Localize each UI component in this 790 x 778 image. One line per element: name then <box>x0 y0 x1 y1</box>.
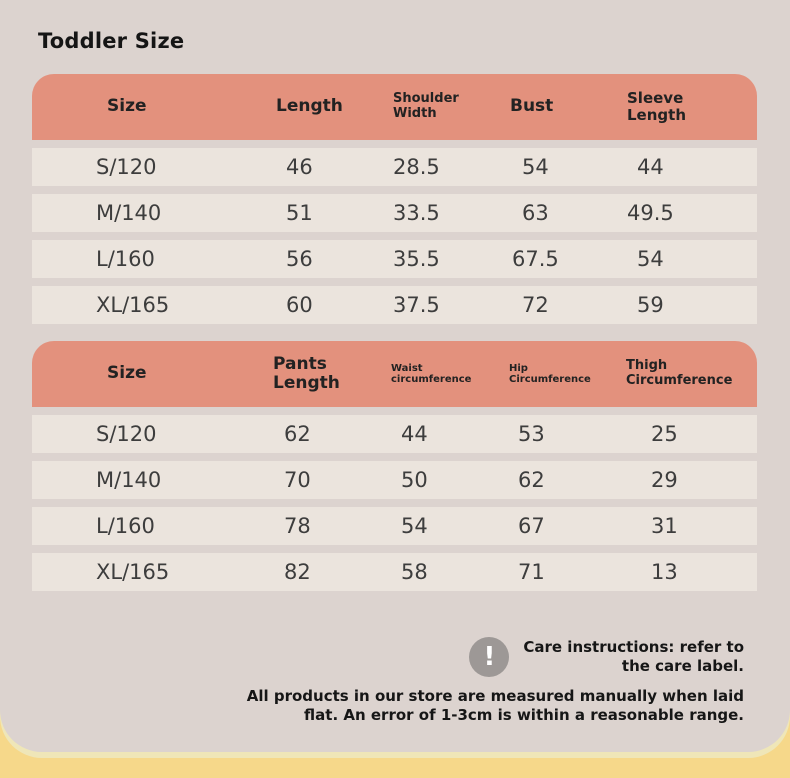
cell-sleeve-length: 44 <box>637 155 664 179</box>
measure-line-2: flat. An error of 1-3cm is within a reasonable range. <box>304 706 744 724</box>
cell-size: M/140 <box>96 468 162 492</box>
table-row <box>32 461 757 499</box>
cell-pants-length: 78 <box>284 514 311 538</box>
header-shoulder-width: Shoulder Width <box>393 91 459 121</box>
cell-length: 51 <box>286 201 313 225</box>
header-pants-length: Pants Length <box>273 353 340 393</box>
cell-pants-length: 70 <box>284 468 311 492</box>
cell-shoulder-width: 28.5 <box>393 155 440 179</box>
table-header <box>32 341 757 407</box>
table-header <box>32 74 757 140</box>
cell-waist: 44 <box>401 422 428 446</box>
care-line-2: the care label. <box>621 657 744 675</box>
cell-hip: 62 <box>518 468 545 492</box>
header-sleeve-length: Sleeve Length <box>627 89 686 124</box>
cell-waist: 54 <box>401 514 428 538</box>
table-row <box>32 553 757 591</box>
cell-hip: 67 <box>518 514 545 538</box>
cell-thigh: 29 <box>651 468 678 492</box>
cell-bust: 54 <box>522 155 549 179</box>
table-row <box>32 148 757 186</box>
cell-bust: 67.5 <box>512 247 559 271</box>
cell-size: L/160 <box>96 514 155 538</box>
header-thigh-circumference: Thigh Circumference <box>626 358 733 388</box>
cell-size: L/160 <box>96 247 155 271</box>
header-size: Size <box>107 363 147 384</box>
measure-line-1: All products in our store are measured manually when laid <box>246 687 744 705</box>
measurement-disclaimer <box>247 687 744 725</box>
cell-shoulder-width: 35.5 <box>393 247 440 271</box>
header-hip-circumference: Hip Circumference <box>509 362 591 385</box>
care-instructions <box>247 637 744 677</box>
cell-thigh: 25 <box>651 422 678 446</box>
cell-size: S/120 <box>96 155 157 179</box>
header-bust: Bust <box>510 96 554 117</box>
cell-length: 56 <box>286 247 313 271</box>
cell-length: 60 <box>286 293 313 317</box>
cell-thigh: 13 <box>651 560 678 584</box>
table-row <box>32 194 757 232</box>
cell-thigh: 31 <box>651 514 678 538</box>
cell-waist: 50 <box>401 468 428 492</box>
cell-sleeve-length: 49.5 <box>627 201 674 225</box>
table-row <box>32 507 757 545</box>
cell-bust: 72 <box>522 293 549 317</box>
cell-shoulder-width: 37.5 <box>393 293 440 317</box>
header-waist-circumference: Waist circumference <box>391 362 472 385</box>
cell-length: 46 <box>286 155 313 179</box>
cell-pants-length: 62 <box>284 422 311 446</box>
cell-bust: 63 <box>522 201 549 225</box>
cell-size: XL/165 <box>96 293 170 317</box>
bottom-size-table <box>32 341 757 591</box>
cell-hip: 53 <box>518 422 545 446</box>
cell-pants-length: 82 <box>284 560 311 584</box>
cell-hip: 71 <box>518 560 545 584</box>
cell-sleeve-length: 54 <box>637 247 664 271</box>
page-title: Toddler Size <box>38 29 185 53</box>
exclamation-icon: ! <box>469 637 509 677</box>
cell-waist: 58 <box>401 560 428 584</box>
table-row <box>32 240 757 278</box>
table-row <box>32 415 757 453</box>
notes-section <box>247 637 744 725</box>
cell-sleeve-length: 59 <box>637 293 664 317</box>
cell-size: S/120 <box>96 422 157 446</box>
header-size: Size <box>107 96 147 117</box>
header-length: Length <box>276 96 343 117</box>
cell-size: XL/165 <box>96 560 170 584</box>
care-line-1: Care instructions: refer to <box>523 638 744 656</box>
cell-size: M/140 <box>96 201 162 225</box>
table-row <box>32 286 757 324</box>
top-size-table <box>32 74 757 324</box>
cell-shoulder-width: 33.5 <box>393 201 440 225</box>
